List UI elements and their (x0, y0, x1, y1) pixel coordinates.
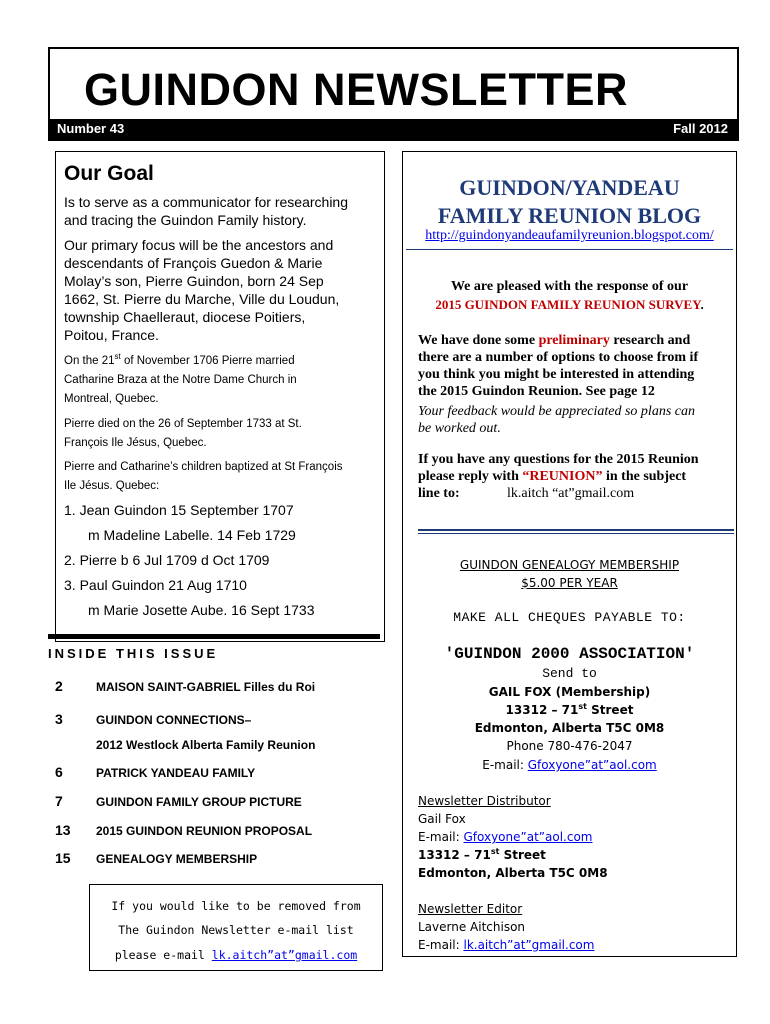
toc-entry[interactable]: MAISON SAINT-GABRIEL Filles du Roi (96, 680, 316, 694)
membership-street: 13312 – 71st Street (505, 702, 634, 717)
goal-married-line: Montreal, Quebec. (64, 393, 159, 405)
toc-entry[interactable]: PATRICK YANDEAU FAMILY (96, 766, 256, 780)
goal-focus (64, 236, 382, 344)
goal-focus-line: 1662, St. Pierre du Marche, Ville du Loudun, (64, 291, 340, 307)
association-name: 'GUINDON 2000 ASSOCIATION' (444, 645, 695, 663)
issue-number: Number 43 (57, 121, 125, 136)
toc-entry[interactable]: GENEALOGY MEMBERSHIP (96, 852, 258, 866)
membership-email: E-mail: Gfoxyone”at”aol.com (482, 758, 657, 772)
research-line: We have done some preliminary research and (418, 333, 691, 348)
goal-children-intro (64, 458, 382, 496)
goal-focus-line: Poitou, France. (64, 327, 159, 343)
goal-married-line: On the 21st of November 1706 Pierre married (64, 352, 295, 367)
goal-intro (64, 193, 382, 229)
distributor-street: 13312 – 71st Street (418, 847, 546, 862)
goal-died-line: Pierre died on the 26 of September 1733 at St. (64, 418, 302, 430)
children-list (64, 502, 382, 627)
unsubscribe-email-link[interactable]: lk.aitch”at”gmail.com (211, 948, 358, 962)
toc-entry[interactable]: GUINDON FAMILY GROUP PICTURE (96, 795, 302, 809)
research-paragraph (418, 332, 736, 400)
unsubscribe-line: If you would like to be removed from (111, 899, 361, 913)
inside-this-issue-heading: INSIDE THIS ISSUE (48, 646, 219, 661)
toc-page: 13 (55, 822, 71, 838)
unsubscribe-line: please e-mail lk.aitch”at”gmail.com (114, 948, 358, 962)
child-spouse: m Marie Josette Aube. 16 Sept 1733 (88, 602, 315, 618)
survey-name: 2015 GUINDON FAMILY REUNION SURVEY. (435, 297, 704, 312)
membership-email-link[interactable]: Gfoxyone”at”aol.com (527, 758, 657, 772)
goal-focus-line: Our primary focus will be the ancestors and (64, 237, 334, 253)
editor-email: E-mail: lk.aitch”at”gmail.com (418, 938, 595, 952)
toc-page: 7 (55, 793, 63, 809)
child-item: 1. Jean Guindon 15 September 1707 (64, 502, 294, 518)
distributor-heading: Newsletter Distributor (418, 794, 551, 808)
questions-paragraph: If you have any questions for the 2015 Reunion please reply with “REUNION” in the subject line to: lk.aitch “at”gmail.com (418, 452, 699, 501)
toc-page: 3 (55, 711, 63, 727)
issue-bar (50, 119, 738, 139)
research-line: the 2015 Guindon Reunion. See page 12 (418, 384, 655, 399)
issue-season: Fall 2012 (673, 121, 728, 136)
toc-entry[interactable]: 2015 GUINDON REUNION PROPOSAL (96, 824, 313, 838)
goal-died-line: François Ile Jésus, Quebec. (64, 437, 207, 449)
goal-focus-line: descendants of François Guedon & Marie (64, 255, 323, 271)
membership-city: Edmonton, Alberta T5C 0M8 (474, 721, 665, 735)
editor-heading: Newsletter Editor (418, 902, 523, 916)
newsletter-title: GUINDON NEWSLETTER (84, 64, 628, 115)
goal-children-intro-line: Pierre and Catharine’s children baptized at St François (64, 461, 343, 473)
distributor-email: E-mail: Gfoxyone”at”aol.com (418, 830, 593, 844)
section-divider (418, 533, 734, 534)
goal-married-line: Catharine Braza at the Notre Dame Church in (64, 374, 297, 386)
toc-page: 15 (55, 850, 71, 866)
goal-intro-line: Is to serve as a communicator for researching (64, 194, 349, 210)
section-divider (418, 529, 734, 531)
goal-focus-line: Molay’s son, Pierre Guindon, born 24 Sep (64, 273, 324, 289)
toc-entry[interactable]: GUINDON CONNECTIONS– (96, 713, 252, 727)
blog-title: GUINDON/YANDEAU FAMILY REUNION BLOG (437, 175, 702, 228)
membership-title: GUINDON GENEALOGY MEMBERSHIP (459, 558, 680, 572)
research-line: you think you might be interested in attending (418, 367, 695, 382)
goal-died (64, 415, 382, 453)
child-spouse: m Madeline Labelle. 14 Feb 1729 (88, 527, 296, 543)
our-goal-heading: Our Goal (64, 162, 154, 185)
editor-name: Laverne Aitchison (418, 920, 526, 934)
toc-entry-continued[interactable]: 2012 Westlock Alberta Family Reunion (96, 738, 316, 752)
survey-pleased: We are pleased with the response of our (450, 279, 689, 294)
goal-children-intro-line: Ile Jésus. Quebec: (64, 480, 160, 492)
membership-price: $5.00 PER YEAR (521, 576, 618, 590)
distributor-name: Gail Fox (418, 812, 466, 826)
membership-contact: GAIL FOX (Membership) (488, 685, 651, 699)
distributor-city: Edmonton, Alberta T5C 0M8 (418, 866, 608, 880)
feedback-paragraph: Your feedback would be appreciated so plans can be worked out. (418, 404, 695, 436)
blog-divider (406, 249, 733, 250)
reunion-email: lk.aitch “at”gmail.com (507, 486, 635, 501)
send-to-label: Send to (542, 666, 597, 681)
editor-email-link[interactable]: lk.aitch”at”gmail.com (463, 938, 595, 952)
membership-phone: Phone 780-476-2047 (506, 739, 633, 753)
child-item: 3. Paul Guindon 21 Aug 1710 (64, 577, 247, 593)
child-item: 2. Pierre b 6 Jul 1709 d Oct 1709 (64, 552, 270, 568)
goal-intro-line: and tracing the Guindon Family history. (64, 212, 307, 228)
toc-page: 6 (55, 764, 63, 780)
toc-page: 2 (55, 678, 63, 694)
distributor-email-link[interactable]: Gfoxyone”at”aol.com (463, 830, 593, 844)
cheques-payable: MAKE ALL CHEQUES PAYABLE TO: (453, 610, 686, 625)
goal-focus-line: township Chaelleraut, diocese Poitiers, (64, 309, 306, 325)
research-line: there are a number of options to choose from if (418, 350, 699, 365)
blog-url-link[interactable]: http://guindonyandeaufamilyreunion.blogspot.com/ (425, 228, 714, 243)
goal-married (64, 352, 382, 409)
unsubscribe-line: The Guindon Newsletter e-mail list (118, 923, 354, 937)
inside-rule (48, 634, 380, 639)
